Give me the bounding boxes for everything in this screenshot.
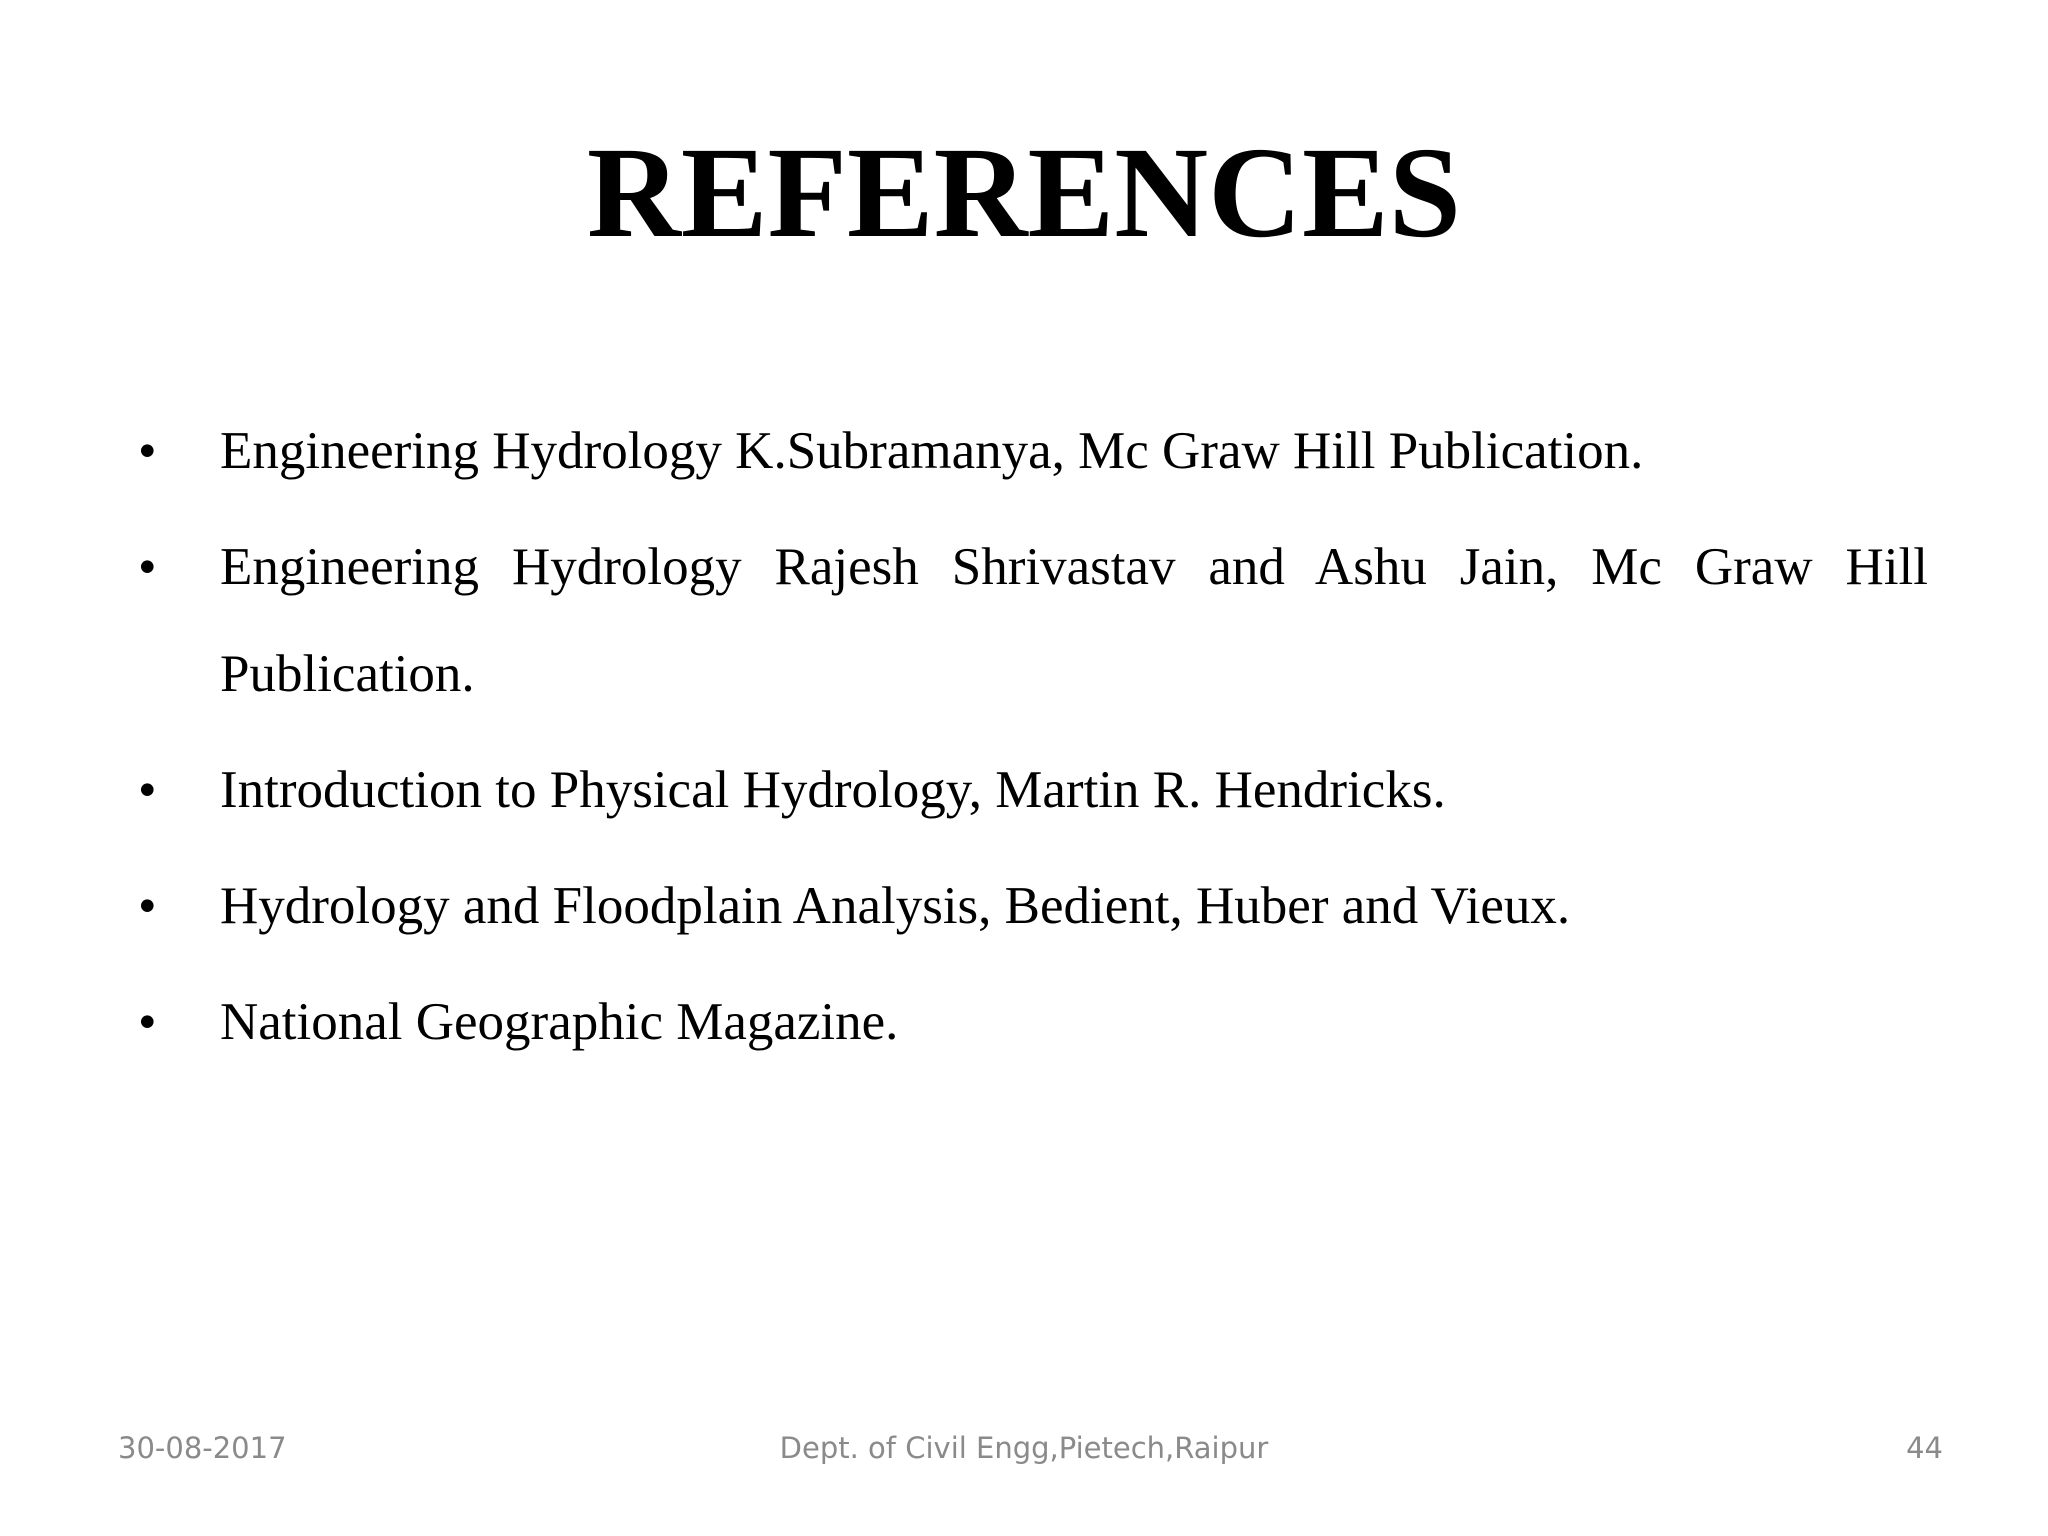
reference-text: Introduction to Physical Hydrology, Martin R. Hendricks. (220, 761, 1446, 819)
slide-title: REFERENCES (586, 121, 1462, 265)
reference-text: Hydrology and Floodplain Analysis, Bedient, Huber and Vieux. (220, 877, 1571, 935)
footer-department: Dept. of Civil Engg,Pietech,Raipur (779, 1431, 1269, 1465)
footer-page-number: 44 (1906, 1431, 1943, 1465)
reference-item (138, 398, 1928, 505)
bullet-icon: • (138, 761, 157, 819)
bullet-icon: • (138, 993, 157, 1051)
reference-text: Engineering Hydrology Rajesh Shrivastav and Ashu Jain, Mc Graw Hill Publication. (220, 538, 1928, 703)
bullet-icon: • (138, 422, 157, 480)
reference-item (138, 737, 1928, 844)
bullet-icon: • (138, 877, 157, 935)
references-list (138, 398, 1928, 1085)
reference-item (138, 853, 1928, 960)
reference-item (138, 514, 1928, 728)
reference-text: Engineering Hydrology K.Subramanya, Mc Graw Hill Publication. (220, 422, 1644, 480)
reference-item (138, 969, 1928, 1076)
reference-text: National Geographic Magazine. (220, 993, 899, 1051)
footer-date: 30-08-2017 (118, 1431, 287, 1465)
bullet-icon: • (138, 538, 157, 596)
